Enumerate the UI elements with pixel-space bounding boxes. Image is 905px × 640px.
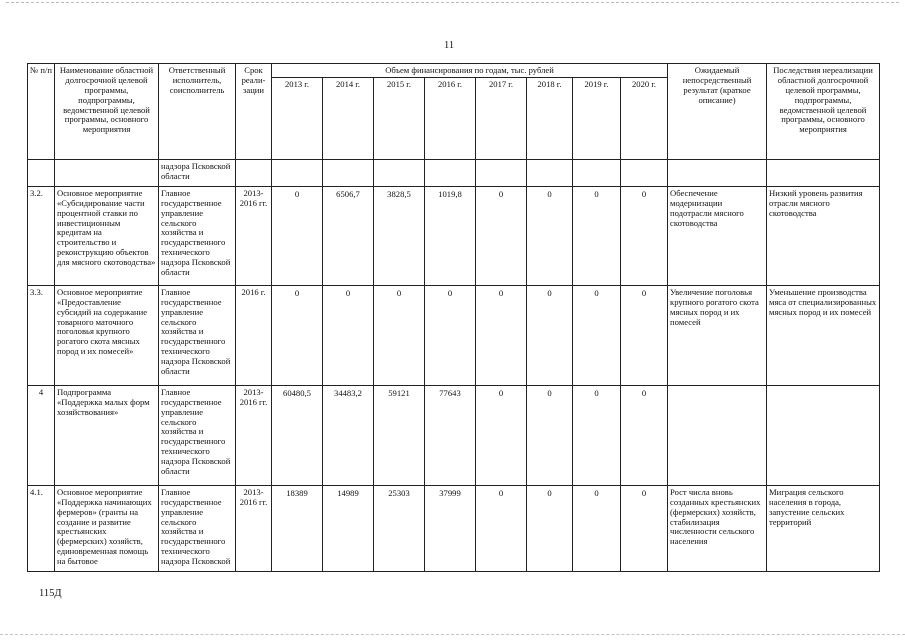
cell-consequences [767,385,880,485]
scan-edge-top [6,2,899,3]
cell-value: 0 [425,285,476,385]
cell-value: 0 [527,186,573,285]
cell-value: 0 [476,485,527,571]
cell-value: 18389 [272,485,323,571]
header-year: 2018 г. [527,77,573,159]
cell-value [374,159,425,186]
table-row [28,385,880,485]
cell-term: 2013-2016 гг. [236,485,272,571]
header-num: № п/п [28,64,55,160]
cell-consequences: Миграция сельского населения в города, запустение сельских территорий [767,485,880,571]
cell-value [323,159,374,186]
cell-value [272,159,323,186]
header-funding: Объем финансирования по годам, тыс. рублей [272,64,668,78]
header-name: Наименование областной долгосрочной целевой программы, подпрограммы, ведомственной целевой программы, основного мероприятия [55,64,159,160]
cell-value: 0 [272,186,323,285]
cell-result [668,385,767,485]
cell-result [668,159,767,186]
cell-result: Обеспечение модернизации подотрасли мясного скотоводства [668,186,767,285]
cell-result: Рост числа вновь созданных крестьянских (фермерских) хозяйств, стабилизация численности сельского населения [668,485,767,571]
cell-value: 6506,7 [323,186,374,285]
cell-consequences: Низкий уровень развития отрасли мясного скотоводства [767,186,880,285]
cell-value [573,159,621,186]
cell-term: 2016 г. [236,285,272,385]
cell-value: 0 [621,285,668,385]
cell-num: 4.1. [28,485,55,571]
cell-value: 59121 [374,385,425,485]
table-row [28,485,880,571]
cell-value [621,159,668,186]
cell-value: 3828,5 [374,186,425,285]
cell-value: 14989 [323,485,374,571]
cell-executor: Главное государственное управление сельского хозяйства и государственного технического надзора Псковской области [159,186,236,285]
cell-value [527,159,573,186]
cell-value: 0 [527,285,573,385]
header-result: Ожидаемый непосредственный результат (краткое описание) [668,64,767,160]
financing-table [27,63,880,572]
header-executor: Ответственный исполнитель, соисполнитель [159,64,236,160]
header-year: 2017 г. [476,77,527,159]
cell-term [236,159,272,186]
cell-executor: Главное государственное управление сельского хозяйства и государственного технического надзора Псковской [159,485,236,571]
cell-value: 0 [573,385,621,485]
header-year: 2019 г. [573,77,621,159]
cell-value: 0 [272,285,323,385]
cell-value: 25303 [374,485,425,571]
cell-value: 0 [476,186,527,285]
cell-value: 0 [323,285,374,385]
cell-value: 60480,5 [272,385,323,485]
cell-value [476,159,527,186]
header-consequences: Последствия нереализации областной долгосрочной целевой программы, подпрограммы, ведомственной целевой программы, основного мероприятия [767,64,880,160]
continuation-row [28,159,880,186]
cell-executor: Главное государственное управление сельского хозяйства и государственного технического надзора Псковской области [159,285,236,385]
cell-num: 4 [28,385,55,485]
cell-value: 0 [573,186,621,285]
header-year: 2013 г. [272,77,323,159]
footer-code: 115Д [39,588,62,599]
cell-consequences [767,159,880,186]
cell-executor: Главное государственное управление сельского хозяйства и государственного технического надзора Псковской области [159,385,236,485]
header-year: 2015 г. [374,77,425,159]
cell-value: 0 [476,285,527,385]
cell-name [55,159,159,186]
cell-value: 77643 [425,385,476,485]
cell-value: 0 [476,385,527,485]
cell-name: Основное мероприятие «Субсидирование части процентной ставки по инвестиционным кредитам на строительство и реконструкцию объектов для мясного скотоводства» [55,186,159,285]
cell-name: Подпрограмма «Поддержка малых форм хозяйствования» [55,385,159,485]
cell-num: 3.3. [28,285,55,385]
cell-num [28,159,55,186]
cell-name: Основное мероприятие «Предоставление субсидий на содержание товарного маточного поголовья крупного рогатого скота мясных пород и их помесей» [55,285,159,385]
cell-term: 2013-2016 гг. [236,186,272,285]
header-row-1 [28,64,880,78]
cell-name: Основное мероприятие «Поддержка начинающих фермеров» (гранты на создание и развитие крестьянских (фермерских) хозяйств, единовременная помощь на бытовое [55,485,159,571]
cell-value: 0 [621,485,668,571]
cell-value: 0 [527,485,573,571]
cell-value: 0 [527,385,573,485]
cell-executor: надзора Псковской области [159,159,236,186]
cell-value: 34483,2 [323,385,374,485]
header-term: Срок реали-зации [236,64,272,160]
cell-value [425,159,476,186]
cell-value: 37999 [425,485,476,571]
cell-result: Увеличение поголовья крупного рогатого скота мясных пород и их помесей [668,285,767,385]
table-row [28,285,880,385]
cell-value: 0 [374,285,425,385]
cell-term: 2013-2016 гг. [236,385,272,485]
cell-num: 3.2. [28,186,55,285]
cell-value: 0 [573,285,621,385]
scan-edge-bottom [0,634,905,635]
header-year: 2020 г. [621,77,668,159]
cell-value: 0 [621,186,668,285]
table-row [28,186,880,285]
cell-value: 1019,8 [425,186,476,285]
page-number: 11 [444,40,455,51]
cell-consequences: Уменьшение производства мяса от специализированных мясных пород и их помесей [767,285,880,385]
header-year: 2016 г. [425,77,476,159]
cell-value: 0 [573,485,621,571]
cell-value: 0 [621,385,668,485]
header-year: 2014 г. [323,77,374,159]
